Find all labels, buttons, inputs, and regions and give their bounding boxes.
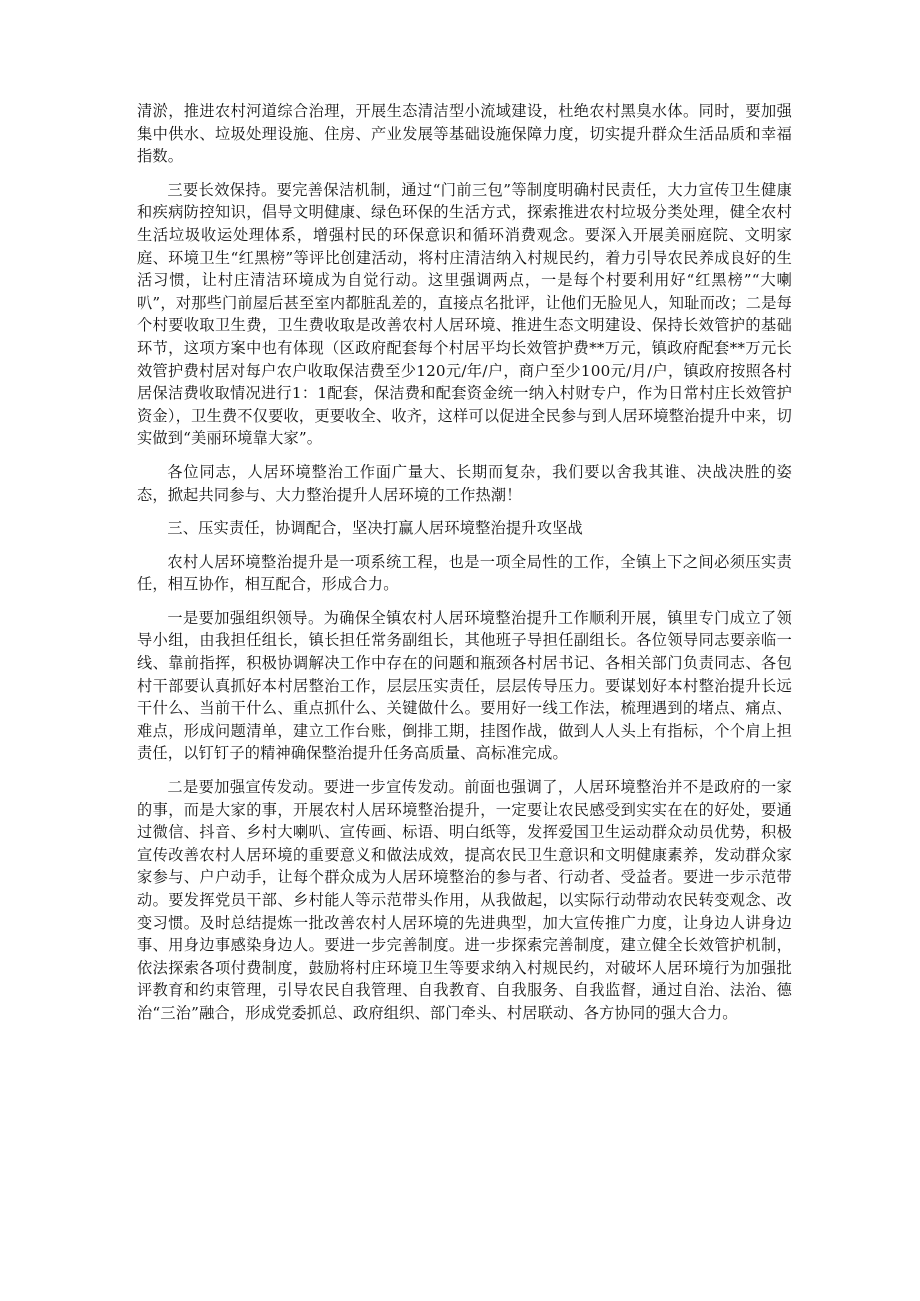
paragraph-organization-leadership: 一是要加强组织领导。为确保全镇农村人居环境整治提升工作顺利开展，镇里专门成立了领导小组，由我担任组长，镇长担任常务副组长，其他班子导担任副组长。各位领导同志要亲临一线、靠前指挥，积极协调解决工作中存在的问题和瓶颈各村居书记、各相关部门负责同志、各包村干部要认真抓好本村居整治工作，层层压实责任，层层传导压力。要谋划好本村整治提升长远干什么、当前干什么、重点抓什么、关键做什么。要用好一线工作法，梳理遇到的堵点、痛点、难点，形成问题清单，建立工作台账，倒排工期，挂图作战，做到人人头上有指标，个个肩上担责任，以钉钉子的精神确保整治提升任务高质量、高标准完成。: [137, 608, 792, 763]
paragraph-continued: 清淤，推进农村河道综合治理，开展生态清洁型小流域建设，杜绝农村黑臭水体。同时，要加强集中供水、垃圾处理设施、住房、产业发展等基础设施保障力度，切实提升群众生活品质和幸福指数。: [137, 102, 792, 166]
paragraph-call-to-action: 各位同志，人居环境整治工作面广量大、长期而复杂，我们要以舍我其谁、决战决胜的姿态，掀起共同参与、大力整治提升人居环境的工作热潮！: [137, 462, 792, 504]
section-heading-three: 三、压实责任，协调配合，坚决打赢人居环境整治提升攻坚战: [167, 519, 583, 538]
document-page: [137, 100, 792, 1036]
paragraph-system-project: 农村人居环境整治提升是一项系统工程，也是一项全局性的工作，全镇上下之间必须压实责任，相互协作，相互配合，形成合力。: [137, 552, 792, 594]
paragraph-publicity-mobilization: 二是要加强宣传发动。要进一步宣传发动。前面也强调了，人居环境整治并不是政府的一家的事，而是大家的事，开展农村人居环境整治提升，一定要让农民感受到实实在在的好处，要通过微信、抖音、乡村大喇叭、宣传画、标语、明白纸等，发挥爱国卫生运动群众动员优势，积极宣传改善农村人居环境的重要意义和做法成效，提高农民卫生意识和文明健康素养，发动群众家家参与、户户动手，让每个群众成为人居环境整治的参与者、行动者、受益者。要进一步示范带动。要发挥党员干部、乡村能人等示范带头作用，从我做起，以实际行动带动农民转变观念、改变习惯。及时总结提炼一批改善农村人居环境的先进典型，加大宣传推广力度，让身边人讲身边事、用身边事感染身边人。要进一步完善制度。进一步探索完善制度，建立健全长效管护机制，依法探索各项付费制度，鼓励将村庄环境卫生等要求纳入村规民约，对破坏人居环境行为加强批评教育和约束管理，引导农民自我管理、自我教育、自我服务、自我监督，通过自治、法治、德治“三治”融合，形成党委抓总、政府组织、部门牵头、村居联动、各方协同的强大合力。: [137, 778, 792, 1022]
paragraph-long-term-maintenance: 三要长效保持。要完善保洁机制，通过“门前三包”等制度明确村民责任，大力宣传卫生健康和疾病防控知识，倡导文明健康、绿色环保的生活方式，探索推进农村垃圾分类处理，健全农村生活垃圾收运处理体系，增强村民的环保意识和循环消费观念。要深入开展美丽庭院、文明家庭、环境卫生“红黑榜”等评比创建活动，将村庄清洁纳入村规民约，着力引导农民养成良好的生活习惯，让村庄清洁环境成为自觉行动。这里强调两点，一是每个村要利用好“红黑榜”“大喇叭”，对那些门前屋后甚至室内都脏乱差的，直接点名批评，让他们无脸见人，知耻而改；二是每个村要收取卫生费，卫生费收取是改善农村人居环境、推进生态文明建设、保持长效管护的基础环节，这项方案中也有体现（区政府配套每个村居平均长效管护费**万元，镇政府配套**万元长效管护费村居对每户农户收取保洁费至少120元/年/户，商户至少100元/月/户，镇政府按照各村居保洁费收取情况进行1：1配套，保洁费和配套资金统一纳入村财专户，作为日常村庄长效管护资金），卫生费不仅要收，更要收全、收齐，这样可以促进全民参与到人居环境整治提升中来，切实做到“美丽环境靠大家”。: [137, 180, 792, 448]
